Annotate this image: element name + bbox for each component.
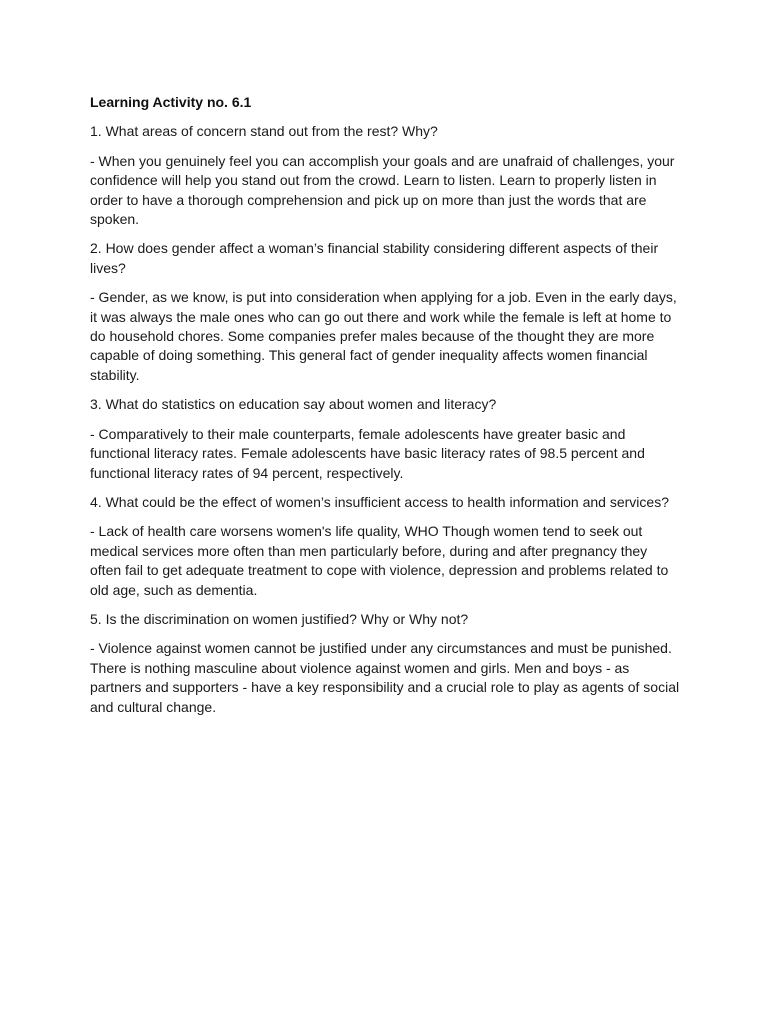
answer-1: - When you genuinely feel you can accomplish your goals and are unafraid of challenges, your confidence will help you stand out from the crowd. Learn to listen. Learn to properly listen in order to have a thorough comprehension and pick up on more than just the words that are spoken. [90, 152, 675, 228]
question-4: 4. What could be the effect of women’s insufficient access to health information and services? [90, 493, 669, 510]
document-title: Learning Activity no. 6.1 [90, 94, 252, 110]
question-1: 1. What areas of concern stand out from the rest? Why? [90, 123, 438, 140]
answer-4: - Lack of health care worsens women's life quality, WHO Though women tend to seek out medical services more often than men particularly before, during and after pregnancy they often fail to get adequate treatment to cope with violence, depression and problems related to old age, such as dementia. [90, 523, 669, 598]
question-2: 2. How does gender affect a woman’s financial stability considering different aspects of their lives? [90, 240, 659, 276]
answer-2: - Gender, as we know, is put into consideration when applying for a job. Even in the early days, it was always the male ones who can go out there and work while the female is left at home to do household chores. Some companies prefer males because of the thought they are more capable of doing something. This general fact of gender inequality affects women financial stability. [90, 289, 677, 383]
question-3: 3. What do statistics on education say about women and literacy? [90, 396, 497, 413]
document-body [90, 93, 680, 727]
question-5: 5. Is the discrimination on women justified? Why or Why not? [90, 610, 469, 627]
answer-5: - Violence against women cannot be justified under any circumstances and must be punished. There is nothing masculine about violence against women and girls. Men and boys - as partners and supporters - have a key responsibility and a crucial role to play as agents of social and cultural change. [90, 640, 680, 715]
answer-3: - Comparatively to their male counterparts, female adolescents have greater basic and functional literacy rates. Female adolescents have basic literacy rates of 98.5 percent and functional literacy rates of 94 percent, respectively. [90, 425, 645, 481]
